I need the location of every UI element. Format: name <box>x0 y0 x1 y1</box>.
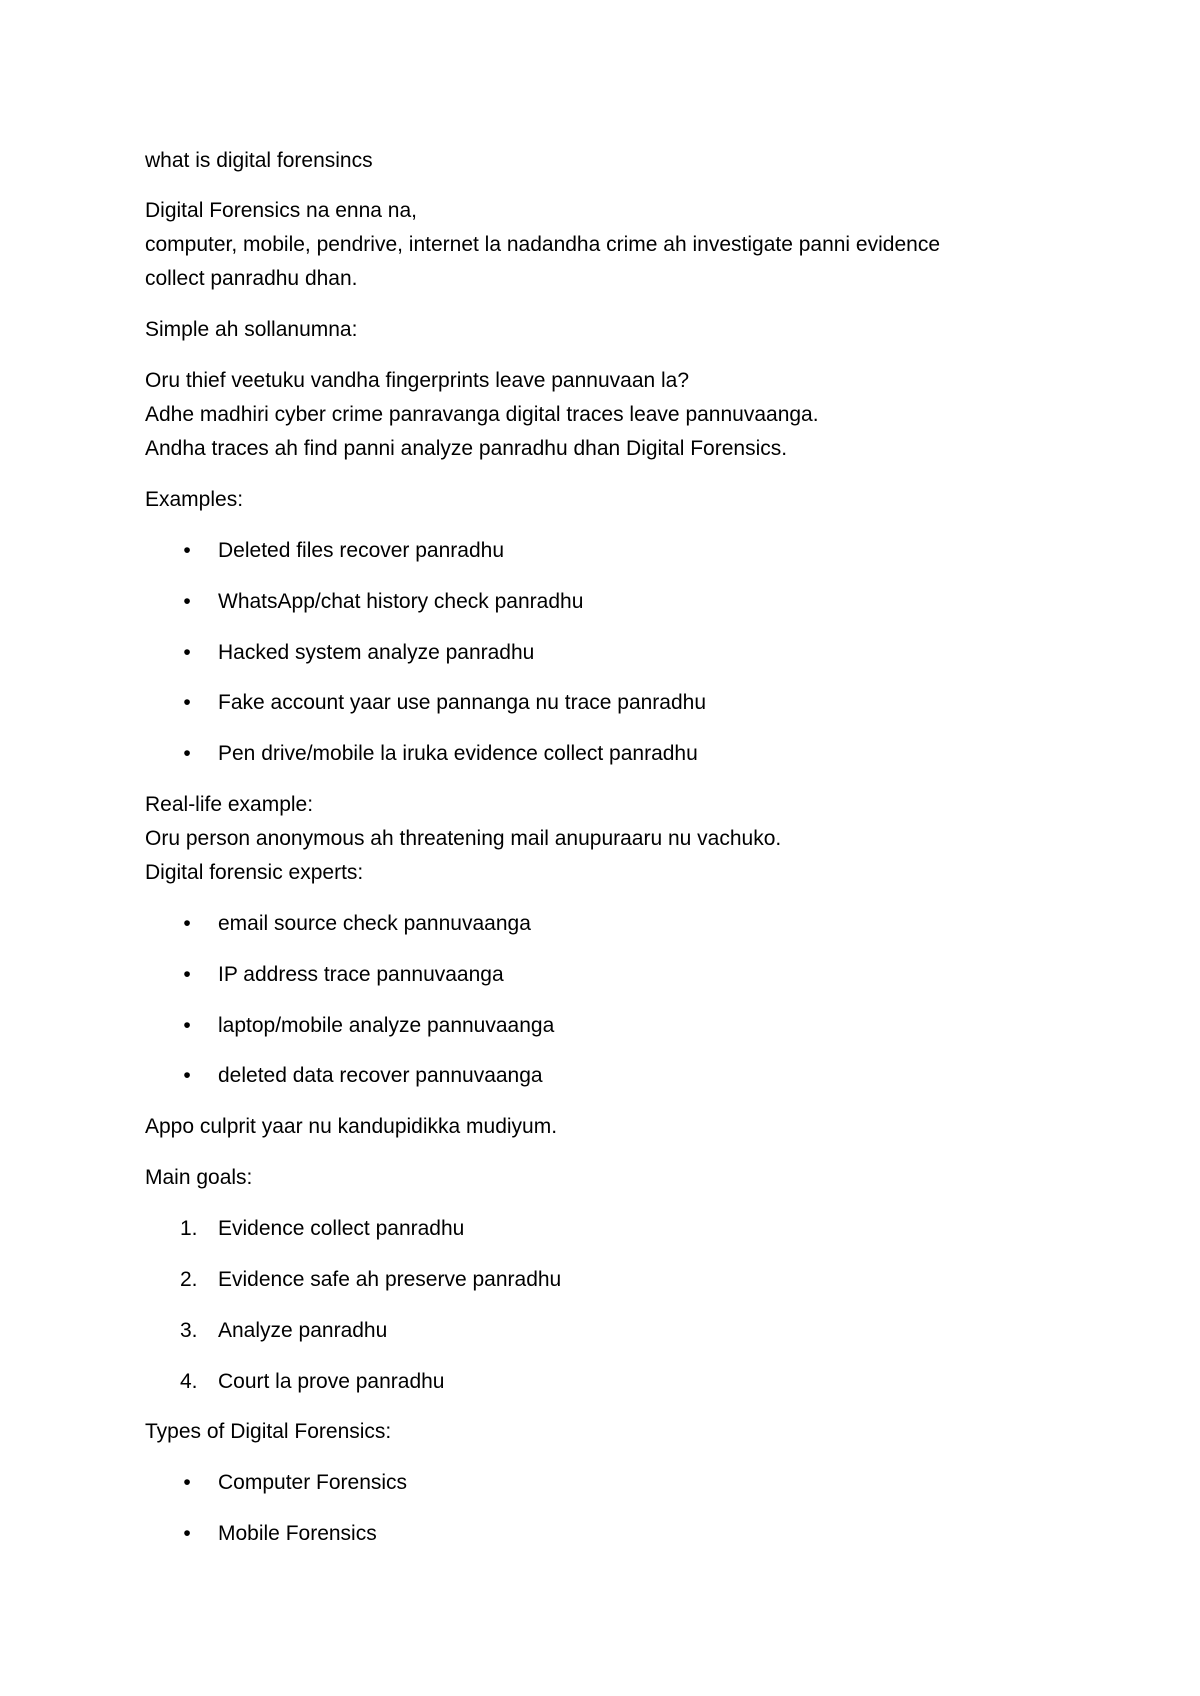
intro-line-1: Digital Forensics na enna na, <box>145 199 417 222</box>
bullet-icon: • <box>183 539 191 562</box>
list-item-text: Deleted files recover panradhu <box>218 539 505 562</box>
intro-line-3: collect panradhu dhan. <box>145 267 358 290</box>
bullet-icon: • <box>183 590 191 613</box>
list-item-text: Analyze panradhu <box>218 1319 388 1342</box>
list-item-text: WhatsApp/chat history check panradhu <box>218 590 584 613</box>
list-number: 2. <box>180 1268 198 1291</box>
bullet-icon: • <box>183 912 191 935</box>
intro-line-2: computer, mobile, pendrive, internet la nadandha crime ah investigate panni evidence <box>145 233 940 256</box>
simple-line-2: Adhe madhiri cyber crime panravanga digital traces leave pannuvaanga. <box>145 403 819 426</box>
reallife-line-2: Digital forensic experts: <box>145 861 364 884</box>
bullet-icon: • <box>183 963 191 986</box>
list-item-text: Fake account yaar use pannanga nu trace panradhu <box>218 691 707 714</box>
list-item-text: Evidence safe ah preserve panradhu <box>218 1268 562 1291</box>
simple-line-3: Andha traces ah find panni analyze panradhu dhan Digital Forensics. <box>145 437 788 460</box>
list-item-text: Evidence collect panradhu <box>218 1217 465 1240</box>
list-item-text: Computer Forensics <box>218 1471 408 1494</box>
list-item-text: Hacked system analyze panradhu <box>218 641 535 664</box>
culprit-line: Appo culprit yaar nu kandupidikka mudiyum. <box>145 1115 558 1138</box>
list-number: 3. <box>180 1319 198 1342</box>
list-item-text: Pen drive/mobile la iruka evidence collect panradhu <box>218 742 698 765</box>
examples-heading: Examples: <box>145 488 244 511</box>
list-item-text: Court la prove panradhu <box>218 1370 445 1393</box>
bullet-icon: • <box>183 742 191 765</box>
list-number: 1. <box>180 1217 198 1240</box>
list-item-text: laptop/mobile analyze pannuvaanga <box>218 1014 555 1037</box>
simple-line-1: Oru thief veetuku vandha fingerprints leave pannuvaan la? <box>145 369 690 392</box>
reallife-heading: Real-life example: <box>145 793 314 816</box>
list-item-text: IP address trace pannuvaanga <box>218 963 504 986</box>
bullet-icon: • <box>183 691 191 714</box>
goals-heading: Main goals: <box>145 1166 253 1189</box>
reallife-line-1: Oru person anonymous ah threatening mail anupuraaru nu vachuko. <box>145 827 782 850</box>
document-title: what is digital forensincs <box>145 149 373 172</box>
types-heading: Types of Digital Forensics: <box>145 1420 392 1443</box>
simple-heading: Simple ah sollanumna: <box>145 318 358 341</box>
bullet-icon: • <box>183 641 191 664</box>
list-item-text: Mobile Forensics <box>218 1522 377 1545</box>
bullet-icon: • <box>183 1522 191 1545</box>
bullet-icon: • <box>183 1471 191 1494</box>
bullet-icon: • <box>183 1064 191 1087</box>
list-number: 4. <box>180 1370 198 1393</box>
list-item-text: email source check pannuvaanga <box>218 912 531 935</box>
list-item-text: deleted data recover pannuvaanga <box>218 1064 543 1087</box>
bullet-icon: • <box>183 1014 191 1037</box>
